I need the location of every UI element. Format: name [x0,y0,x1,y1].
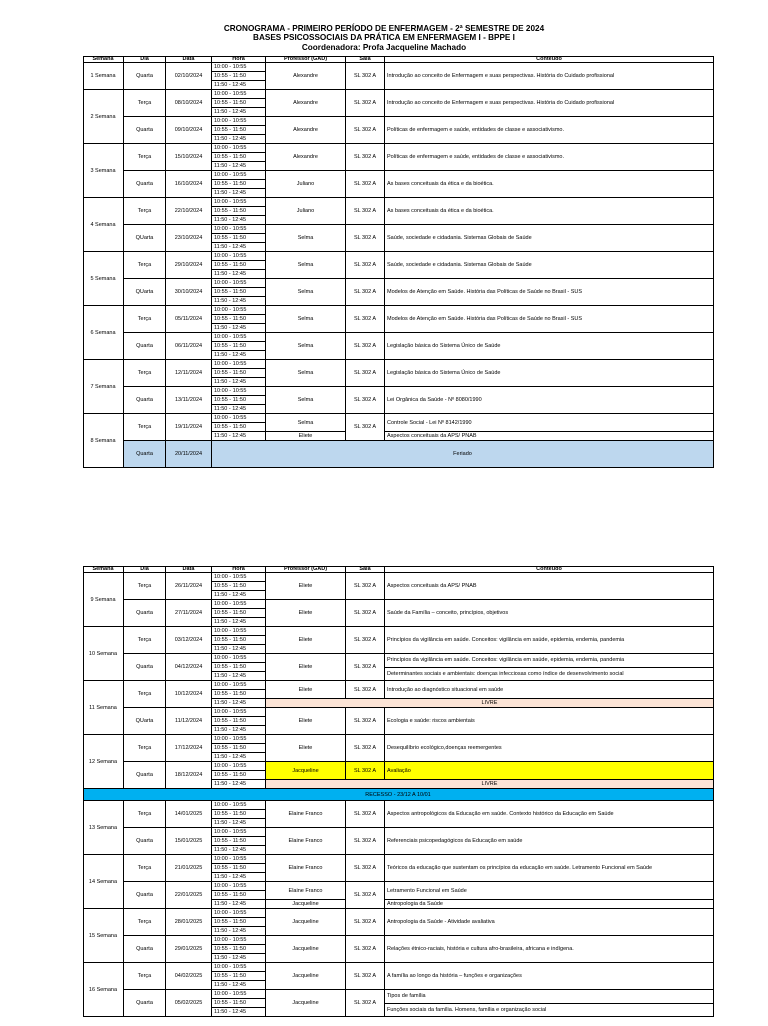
row-conteudo: Controle Social - Lei Nº 8142/1990 [385,414,714,432]
row-sala: SL 302 A [346,909,385,936]
row-dia: Quarta [124,441,166,468]
time-slot: 10:00 - 10:55 [212,333,266,342]
row-conteudo: A família ao longo da história – funções e organizações [385,963,714,990]
time-slot: 11:50 - 12:45 [212,591,266,600]
row-dia: QUarta [124,708,166,735]
row-sala: SL 302 A [346,198,385,225]
time-slot: 10:55 - 11:50 [212,690,266,699]
time-slot: 10:00 - 10:55 [212,171,266,180]
time-slot: 10:00 - 10:55 [212,360,266,369]
time-slot: 10:55 - 11:50 [212,342,266,351]
header-conteudo: Conteúdo [385,566,714,573]
row-conteudo: Saúde, sociedade e cidadania. Sistemas Globais de Saúde [385,225,714,252]
feriado-cell: Feriado [212,441,714,468]
row-data: 09/10/2024 [166,117,212,144]
row-dia: Quarta [124,936,166,963]
row-conteudo: Introdução ao conceito de Enfermagem e suas perspectivas. História do Cuidado profissional [385,63,714,90]
row-data: 27/11/2024 [166,600,212,627]
row-conteudo: Referenciais psicopedagógicos da Educação em saúde [385,828,714,855]
row-professor: Jacqueline [266,762,346,780]
time-slot: 11:50 - 12:45 [212,726,266,735]
row-conteudo: Aspectos antropológicos da Educação em saúde. Contexto histórico da Educação em Saúde [385,801,714,828]
row-sala: SL 302 A [346,735,385,762]
row-data: 12/11/2024 [166,360,212,387]
row-professor: Selma [266,306,346,333]
time-slot: 10:00 - 10:55 [212,990,266,999]
week-label: 15 Semana [83,909,124,963]
time-slot: 10:55 - 11:50 [212,423,266,432]
row-professor-2: Jacqueline [266,900,346,909]
time-slot: 10:55 - 11:50 [212,972,266,981]
week-label: 7 Semana [83,360,124,414]
week-label: 6 Semana [83,306,124,360]
time-slot: 11:50 - 12:45 [212,618,266,627]
time-slot: 10:00 - 10:55 [212,600,266,609]
row-professor: Elaine Franco [266,828,346,855]
row-conteudo-2: Antropologia da Saúde [385,900,714,909]
row-conteudo: Modelos de Atenção em Saúde. História das Políticas de Saúde no Brasil - SUS [385,279,714,306]
row-professor: Elaine Franco [266,882,346,900]
title-line-1: CRONOGRAMA - PRIMEIRO PERÍODO DE ENFERMAGEM - 2ª SEMESTRE DE 2024 [223,24,545,33]
row-dia: Quarta [124,333,166,360]
row-sala: SL 302 A [346,90,385,117]
time-slot: 11:50 - 12:45 [212,216,266,225]
row-sala: SL 302 A [346,252,385,279]
row-dia: Quarta [124,990,166,1017]
row-professor: Eliete [266,654,346,681]
time-slot: 10:00 - 10:55 [212,909,266,918]
title-line-3: Coordenadora: Profa Jacqueline Machado [301,43,467,52]
time-slot: 10:00 - 10:55 [212,936,266,945]
time-slot: 10:55 - 11:50 [212,918,266,927]
row-data: 23/10/2024 [166,225,212,252]
row-dia: Quarta [124,762,166,789]
time-slot: 11:50 - 12:45 [212,753,266,762]
row-professor: Jacqueline [266,909,346,936]
time-slot: 10:00 - 10:55 [212,855,266,864]
row-sala: SL 302 A [346,63,385,90]
row-dia: Quarta [124,117,166,144]
row-professor: Eliete [266,573,346,600]
row-sala: SL 302 A [346,279,385,306]
row-professor: Eliete [266,708,346,735]
header-semana: Semana [83,566,124,573]
row-dia: Terça [124,627,166,654]
row-data: 14/01/2025 [166,801,212,828]
row-sala: SL 302 A [346,990,385,1017]
time-slot: 11:50 - 12:45 [212,297,266,306]
header-conteudo: Conteúdo [385,56,714,63]
week-label: 16 Semana [83,963,124,1017]
week-label: 12 Semana [83,735,124,789]
row-data: 03/12/2024 [166,627,212,654]
time-slot: 11:50 - 12:45 [212,1008,266,1017]
time-slot: 10:55 - 11:50 [212,744,266,753]
row-sala: SL 302 A [346,573,385,600]
row-conteudo: Políticas de enfermagem e saúde, entidades de classe e associativismo. [385,117,714,144]
row-conteudo: Princípios da vigilância em saúde. Conceitos: vigilância em saúde, epidemia, endemia, pandemia [385,627,714,654]
row-conteudo: Letramento Funcional em Saúde [385,882,714,900]
time-slot: 10:55 - 11:50 [212,636,266,645]
header-data: Data [166,56,212,63]
row-professor: Selma [266,387,346,414]
row-sala: SL 302 A [346,225,385,252]
time-slot: 10:55 - 11:50 [212,837,266,846]
row-data: 15/01/2025 [166,828,212,855]
row-sala: SL 302 A [346,708,385,735]
time-slot: 10:55 - 11:50 [212,717,266,726]
row-dia: Terça [124,963,166,990]
row-professor: Jacqueline [266,990,346,1017]
time-slot: 11:50 - 12:45 [212,243,266,252]
schedule-table-page-2 [83,566,714,1026]
row-dia: Terça [124,573,166,600]
row-professor: Selma [266,333,346,360]
row-dia: Quarta [124,171,166,198]
week-label: 8 Semana [83,414,124,468]
row-professor: Alexandre [266,90,346,117]
week-label: 14 Semana [83,855,124,909]
time-slot: 10:55 - 11:50 [212,180,266,189]
row-professor: Selma [266,279,346,306]
time-slot: 10:55 - 11:50 [212,126,266,135]
time-slot: 10:55 - 11:50 [212,261,266,270]
time-slot: 10:00 - 10:55 [212,63,266,72]
row-data: 11/12/2024 [166,708,212,735]
time-slot: 11:50 - 12:45 [212,699,266,708]
row-dia: Terça [124,306,166,333]
time-slot: 10:55 - 11:50 [212,396,266,405]
row-dia: Quarta [124,63,166,90]
row-data: 30/10/2024 [166,279,212,306]
time-slot: 10:00 - 10:55 [212,654,266,663]
header-sala: Sala [346,566,385,573]
row-data: 16/10/2024 [166,171,212,198]
row-data: 02/10/2024 [166,63,212,90]
header-semana: Semana [83,56,124,63]
row-conteudo: Relações étnico-raciais, história e cultura afro-brasileira, africana e indígena. [385,936,714,963]
time-slot: 10:55 - 11:50 [212,315,266,324]
row-conteudo: Princípios da vigilância em saúde. Conceitos: vigilância em saúde, epidemia, endemia, pandemia [385,654,714,668]
row-sala: SL 302 A [346,963,385,990]
row-sala: SL 302 A [346,627,385,654]
row-dia: Terça [124,855,166,882]
time-slot: 10:00 - 10:55 [212,414,266,423]
row-professor: Alexandre [266,117,346,144]
time-slot: 10:55 - 11:50 [212,771,266,780]
row-sala: SL 302 A [346,144,385,171]
row-sala: SL 302 A [346,828,385,855]
header-hora: Hora [212,56,266,63]
row-sala: SL 302 A [346,414,385,441]
row-professor: Eliete [266,681,346,699]
row-data: 19/11/2024 [166,414,212,441]
row-professor: Eliete [266,600,346,627]
time-slot: 10:55 - 11:50 [212,609,266,618]
row-conteudo: As bases conceituais da ética e da bioética. [385,171,714,198]
header-hora: Hora [212,566,266,573]
week-label: 1 Semana [83,63,124,90]
row-conteudo: Lei Orgânica da Saúde - Nº 8080/1990 [385,387,714,414]
row-professor-2: Eliete [266,432,346,441]
time-slot: 10:00 - 10:55 [212,801,266,810]
row-professor: Eliete [266,735,346,762]
row-dia: Terça [124,681,166,708]
row-dia: Terça [124,909,166,936]
time-slot: 10:55 - 11:50 [212,945,266,954]
row-data: 21/01/2025 [166,855,212,882]
row-data: 15/10/2024 [166,144,212,171]
time-slot: 11:50 - 12:45 [212,900,266,909]
header-professor: Professor (GAD) [266,56,346,63]
time-slot: 10:55 - 11:50 [212,72,266,81]
row-sala: SL 302 A [346,681,385,699]
time-slot: 10:00 - 10:55 [212,279,266,288]
header-dia: Dia [124,566,166,573]
row-professor: Juliano [266,171,346,198]
row-sala: SL 302 A [346,654,385,681]
row-dia: Terça [124,252,166,279]
row-data: 04/12/2024 [166,654,212,681]
time-slot: 10:55 - 11:50 [212,810,266,819]
row-professor: Selma [266,360,346,387]
time-slot: 11:50 - 12:45 [212,981,266,990]
row-conteudo: Legislação básica do Sistema Único de Saúde [385,333,714,360]
time-slot: 10:00 - 10:55 [212,252,266,261]
row-data: 05/02/2025 [166,990,212,1017]
time-slot: 11:50 - 12:45 [212,780,266,789]
row-professor: Alexandre [266,144,346,171]
row-data: 08/10/2024 [166,90,212,117]
row-data: 13/11/2024 [166,387,212,414]
row-conteudo: Legislação básica do Sistema Único de Saúde [385,360,714,387]
time-slot: 10:55 - 11:50 [212,153,266,162]
row-professor: Elaine Franco [266,855,346,882]
row-sala: SL 302 A [346,171,385,198]
row-data: 29/10/2024 [166,252,212,279]
row-sala: SL 302 A [346,387,385,414]
row-professor: Jacqueline [266,936,346,963]
time-slot: 11:50 - 12:45 [212,405,266,414]
row-dia: Quarta [124,387,166,414]
row-conteudo: Teóricos da educação que sustentam os princípios da educação em saúde. Letramento Funcional em Saúde [385,855,714,882]
row-conteudo: Introdução ao conceito de Enfermagem e suas perspectivas. História do Cuidado profissional [385,90,714,117]
row-data: 22/01/2025 [166,882,212,909]
row-data: 10/12/2024 [166,681,212,708]
header-sala: Sala [346,56,385,63]
time-slot: 11:50 - 12:45 [212,672,266,681]
time-slot: 11:50 - 12:45 [212,108,266,117]
row-professor: Jacqueline [266,963,346,990]
time-slot: 11:50 - 12:45 [212,378,266,387]
row-conteudo: Antropologia da Saúde - Atividade avaliativa [385,909,714,936]
row-data: 05/11/2024 [166,306,212,333]
row-professor: Juliano [266,198,346,225]
time-slot: 10:00 - 10:55 [212,90,266,99]
row-conteudo: Políticas de enfermagem e saúde, entidades de classe e associativismo. [385,144,714,171]
time-slot: 10:00 - 10:55 [212,306,266,315]
time-slot: 10:00 - 10:55 [212,762,266,771]
time-slot: 10:55 - 11:50 [212,891,266,900]
row-data: 18/12/2024 [166,762,212,789]
schedule-table-page-1 [83,56,714,475]
row-data: 29/01/2025 [166,936,212,963]
row-dia: Quarta [124,882,166,909]
week-label: 2 Semana [83,90,124,144]
time-slot: 10:55 - 11:50 [212,234,266,243]
time-slot: 11:50 - 12:45 [212,162,266,171]
row-conteudo: Saúde, sociedade e cidadania. Sistemas Globais de Saúde [385,252,714,279]
row-data: 26/11/2024 [166,573,212,600]
week-label: 3 Semana [83,144,124,198]
time-slot: 10:00 - 10:55 [212,681,266,690]
row-dia: Quarta [124,654,166,681]
time-slot: 10:00 - 10:55 [212,627,266,636]
time-slot: 11:50 - 12:45 [212,351,266,360]
time-slot: 11:50 - 12:45 [212,135,266,144]
week-label: 4 Semana [83,198,124,252]
row-data: 04/02/2025 [166,963,212,990]
row-sala: SL 302 A [346,882,385,909]
row-dia: Quarta [124,828,166,855]
time-slot: 11:50 - 12:45 [212,819,266,828]
time-slot: 10:00 - 10:55 [212,735,266,744]
time-slot: 11:50 - 12:45 [212,846,266,855]
time-slot: 10:55 - 11:50 [212,999,266,1008]
time-slot: 10:00 - 10:55 [212,828,266,837]
row-dia: Terça [124,735,166,762]
week-label: 10 Semana [83,627,124,681]
time-slot: 10:00 - 10:55 [212,225,266,234]
row-data: 22/10/2024 [166,198,212,225]
row-dia: Terça [124,90,166,117]
row-conteudo-2: Funções sociais da família. Homens, família e organização social [385,1004,714,1018]
week-label: 11 Semana [83,681,124,735]
row-conteudo: Tipos de família [385,990,714,1004]
row-dia: Terça [124,801,166,828]
time-slot: 10:55 - 11:50 [212,207,266,216]
row-conteudo: Avaliação [385,762,714,780]
title-line-2: BASES PSICOSSOCIAIS DA PRÁTICA EM ENFERMAGEM I - BPPE I [253,33,515,42]
row-dia: Terça [124,198,166,225]
row-sala: SL 302 A [346,117,385,144]
row-conteudo: Modelos de Atenção em Saúde. História das Políticas de Saúde no Brasil - SUS [385,306,714,333]
row-conteudo: Desequilíbrio ecológico,doenças reemergentes [385,735,714,762]
time-slot: 10:00 - 10:55 [212,198,266,207]
row-sala: SL 302 A [346,936,385,963]
row-conteudo: Introdução ao diagnóstico situacional em saúde [385,681,714,699]
time-slot: 11:50 - 12:45 [212,270,266,279]
time-slot: 10:00 - 10:55 [212,144,266,153]
row-dia: QUarta [124,279,166,306]
week-label: 5 Semana [83,252,124,306]
row-data: 06/11/2024 [166,333,212,360]
row-data: 28/01/2025 [166,909,212,936]
time-slot: 11:50 - 12:45 [212,324,266,333]
header-data: Data [166,566,212,573]
row-sala: SL 302 A [346,762,385,780]
time-slot: 11:50 - 12:45 [212,954,266,963]
row-professor: Selma [266,252,346,279]
livre-cell: LIVRE [266,699,714,708]
row-conteudo: Aspectos conceituais da APS/ PNAB [385,573,714,600]
row-sala: SL 302 A [346,306,385,333]
row-sala: SL 302 A [346,333,385,360]
time-slot: 10:55 - 11:50 [212,99,266,108]
time-slot: 10:00 - 10:55 [212,117,266,126]
row-dia: Terça [124,360,166,387]
recesso-band: RECESSO - 23/12 A 10/01 [83,789,714,801]
row-dia: QUarta [124,225,166,252]
time-slot: 11:50 - 12:45 [212,81,266,90]
row-data: 17/12/2024 [166,735,212,762]
row-conteudo: As bases conceituais da ética e da bioética. [385,198,714,225]
row-conteudo: Ecologia e saúde: riscos ambientais [385,708,714,735]
header-professor: Professor (GAD) [266,566,346,573]
row-professor: Elaine Franco [266,801,346,828]
row-professor: Selma [266,414,346,432]
time-slot: 10:55 - 11:50 [212,582,266,591]
time-slot: 10:00 - 10:55 [212,387,266,396]
time-slot: 10:55 - 11:50 [212,288,266,297]
week-label: 9 Semana [83,573,124,627]
time-slot: 11:50 - 12:45 [212,189,266,198]
time-slot: 10:00 - 10:55 [212,708,266,717]
row-conteudo-2: Determinantes sociais e ambientais: doenças infecciosas como índice de desenvolvimento social [385,668,714,682]
time-slot: 11:50 - 12:45 [212,873,266,882]
time-slot: 10:55 - 11:50 [212,663,266,672]
row-professor: Eliete [266,627,346,654]
time-slot: 10:00 - 10:55 [212,963,266,972]
row-dia: Terça [124,414,166,441]
row-professor: Selma [266,225,346,252]
row-professor: Alexandre [266,63,346,90]
header-dia: Dia [124,56,166,63]
row-sala: SL 302 A [346,801,385,828]
row-conteudo-2: Aspectos conceituais da APS/ PNAB [385,432,714,441]
row-data: 20/11/2024 [166,441,212,468]
time-slot: 11:50 - 12:45 [212,645,266,654]
week-label: 13 Semana [83,801,124,855]
time-slot: 11:50 - 12:45 [212,432,266,441]
row-sala: SL 302 A [346,360,385,387]
row-sala: SL 302 A [346,855,385,882]
time-slot: 10:00 - 10:55 [212,573,266,582]
row-dia: Quarta [124,600,166,627]
time-slot: 10:00 - 10:55 [212,882,266,891]
row-sala: SL 302 A [346,600,385,627]
livre-cell: LIVRE [266,780,714,789]
time-slot: 11:50 - 12:45 [212,927,266,936]
time-slot: 10:55 - 11:50 [212,369,266,378]
row-conteudo: Saúde da Família – conceito, princípios, objetivos [385,600,714,627]
time-slot: 10:55 - 11:50 [212,864,266,873]
row-dia: Terça [124,144,166,171]
